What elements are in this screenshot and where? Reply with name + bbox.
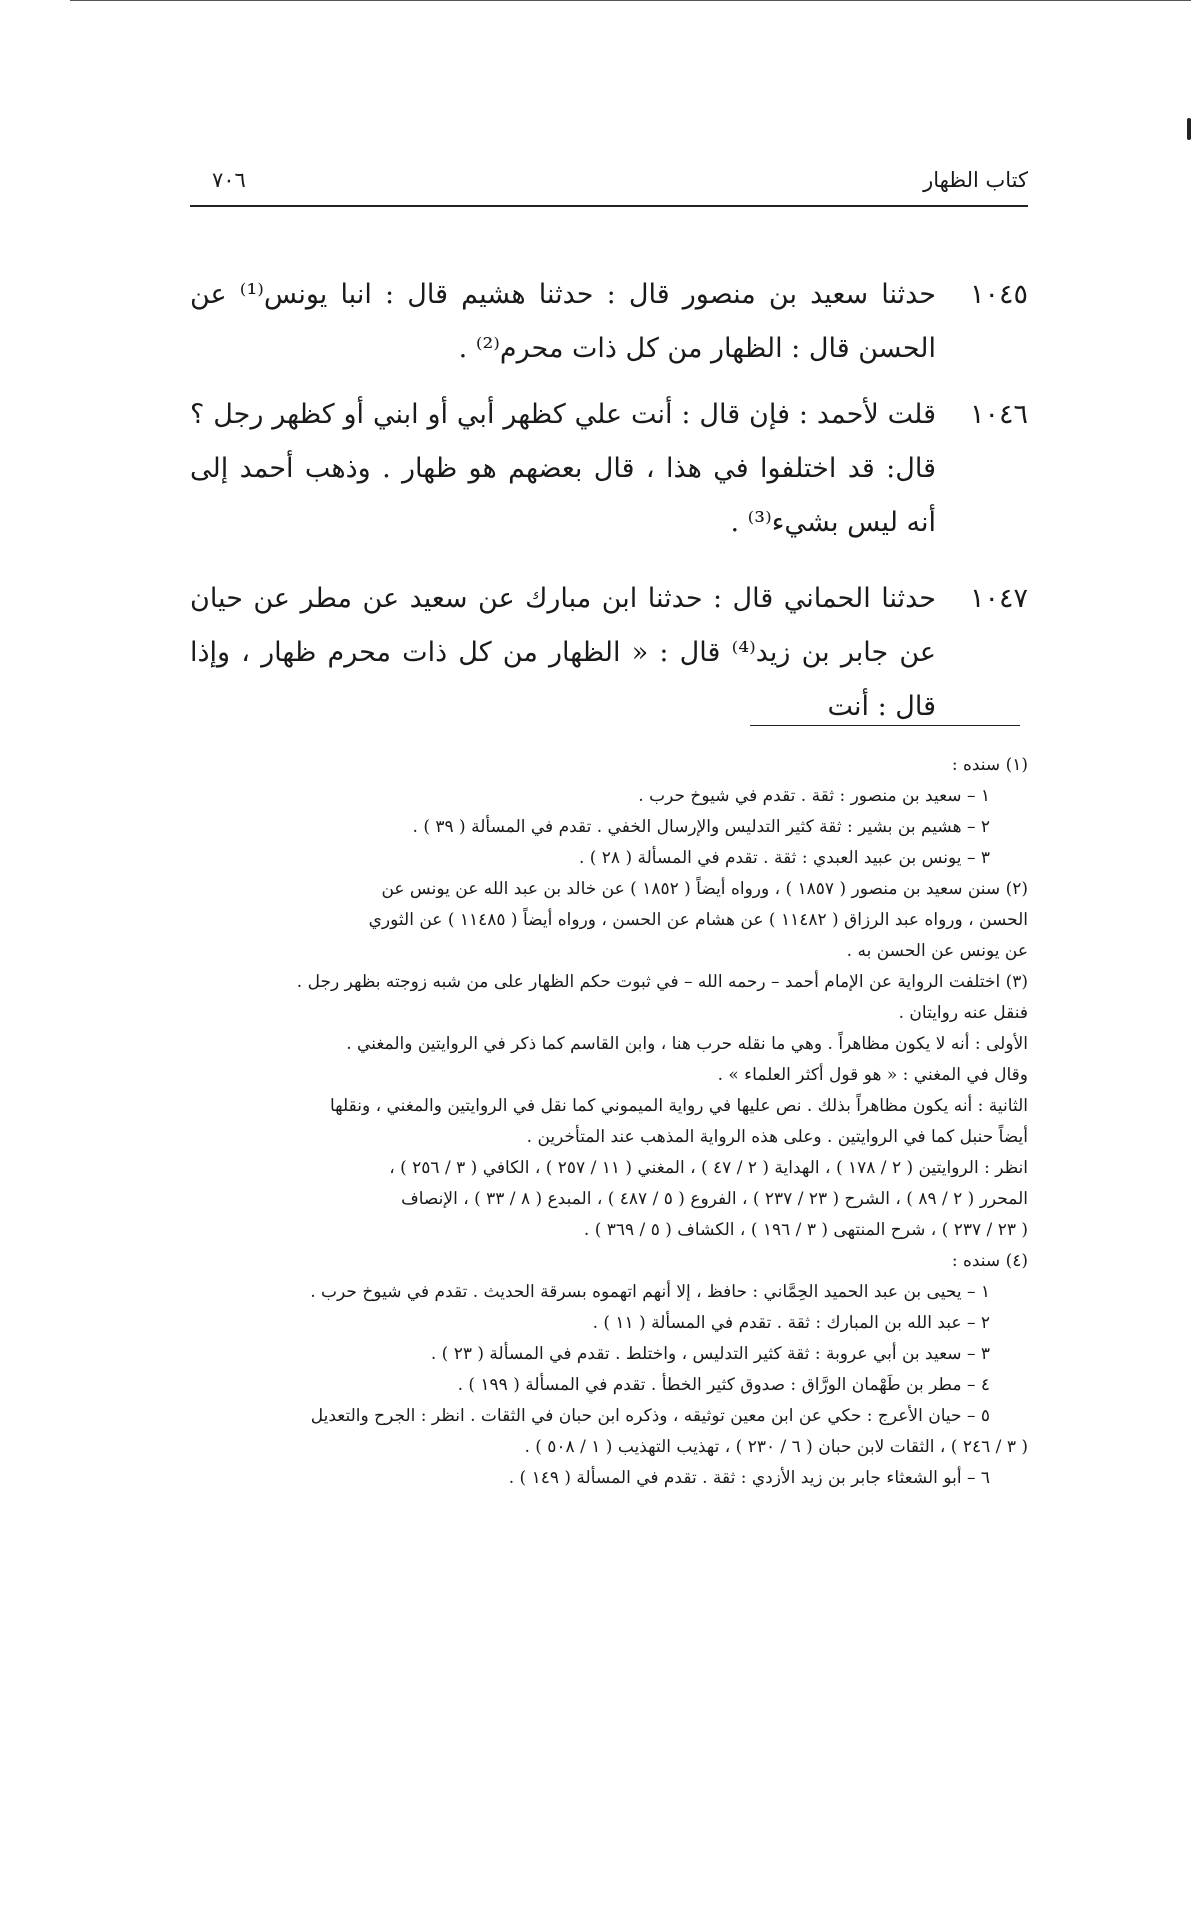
- page-number: ٧٠٦: [212, 168, 246, 192]
- footnote-4-line: ٦ – أبو الشعثاء جابر بن زيد الأزدي : ثقة . تقدم في المسألة ( ١٤٩ ) .: [508, 1468, 990, 1488]
- entry-1047: [190, 572, 1028, 734]
- footnote-3-line: ( ٢٣ / ٢٣٧ ) ، شرح المنتهى ( ٣ / ١٩٦ ) ، الكشاف ( ٥ / ٣٦٩ ) .: [583, 1220, 1028, 1240]
- footnote-4-line: ٣ – سعيد بن أبي عروبة : ثقة كثير التدليس ، واختلط . تقدم في المسألة ( ٢٣ ) .: [430, 1344, 990, 1364]
- footnote-1-line: ٢ – هشيم بن بشير : ثقة كثير التدليس والإرسال الخفي . تقدم في المسألة ( ٣٩ ) .: [412, 817, 990, 837]
- running-header: [190, 168, 1028, 208]
- entry-number: ١٠٤٧: [969, 583, 1028, 614]
- entry-1046: [190, 388, 1028, 550]
- book-title: كتاب الظهار: [923, 168, 1028, 192]
- footnote-3-line: الثانية : أنه يكون مظاهراً بذلك . نص عليها في رواية الميموني كما نقل في الروايتين والمغني ، ونقلها: [330, 1096, 1028, 1116]
- footnote-2-line: (٢) سنن سعيد بن منصور ( ١٨٥٧ ) ، ورواه أيضاً ( ١٨٥٢ ) عن خالد بن عبد الله عن يونس عن: [381, 879, 1028, 899]
- entry-text: حدثنا سعيد بن منصور قال : حدثنا هشيم قال : انبا يونس⁽¹⁾ عن الحسن قال : الظهار من كل ذات محرم⁽²⁾ .: [190, 279, 936, 364]
- entry-number: ١٠٤٦: [969, 399, 1028, 430]
- footnote-3-line: أيضاً حنبل كما في الروايتين . وعلى هذه الرواية المذهب عند المتأخرين .: [526, 1127, 1028, 1147]
- page-edge-mark: [1187, 118, 1191, 140]
- footnote-1-line: ١ – سعيد بن منصور : ثقة . تقدم في شيوخ حرب .: [638, 786, 990, 806]
- entry-number: ١٠٤٥: [969, 279, 1028, 310]
- top-edge-rule: [70, 0, 1191, 9]
- footnote-3-line: الأولى : أنه لا يكون مظاهراً . وهي ما نقله حرب هنا ، وابن القاسم كما ذكر في الروايتين والمغني .: [346, 1034, 1028, 1054]
- footnote-2-line: الحسن ، ورواه عبد الرزاق ( ١١٤٨٢ ) عن هشام عن الحسن ، ورواه أيضاً ( ١١٤٨٥ ) عن الثوري: [368, 910, 1028, 930]
- footnote-4-line: ( ٣ / ٢٤٦ ) ، الثقات لابن حبان ( ٦ / ٢٣٠ ) ، تهذيب التهذيب ( ١ / ٥٠٨ ) .: [524, 1437, 1028, 1457]
- footnote-2-line: عن يونس عن الحسن به .: [846, 941, 1028, 961]
- footnote-3-line: المحرر ( ٢ / ٨٩ ) ، الشرح ( ٢٣ / ٢٣٧ ) ، الفروع ( ٥ / ٤٨٧ ) ، المبدع ( ٨ / ٣٣ ) ، الإنصاف: [401, 1189, 1028, 1209]
- entry-text: حدثنا الحماني قال : حدثنا ابن مبارك عن سعيد عن مطر عن حيان عن جابر بن زيد⁽⁴⁾ قال : « الظهار من كل ذات محرم ظهار ، وإذا قال : أنت: [190, 583, 936, 722]
- footnotes: [190, 750, 1028, 1494]
- footnote-4-head: (٤) سنده :: [951, 1251, 1028, 1271]
- footnote-3-line: فنقل عنه روايتان .: [898, 1003, 1028, 1023]
- footnote-3-line: (٣) اختلفت الرواية عن الإمام أحمد – رحمه الله – في ثبوت حكم الظهار على من شبه زوجته بظهر رجل .: [296, 972, 1028, 992]
- footnote-4-line: ٥ – حيان الأعرج : حكي عن ابن معين توثيقه ، وذكره ابن حبان في الثقات . انظر : الجرح والتعديل: [310, 1406, 990, 1426]
- footnote-4-line: ٤ – مطر بن طَهْمان الورَّاق : صدوق كثير الخطأ . تقدم في المسألة ( ١٩٩ ) .: [457, 1375, 990, 1395]
- footnote-1-head: (١) سنده :: [951, 755, 1028, 775]
- footnote-4-line: ٢ – عبد الله بن المبارك : ثقة . تقدم في المسألة ( ١١ ) .: [592, 1313, 990, 1333]
- footnote-3-line: وقال في المغني : « هو قول أكثر العلماء » .: [717, 1065, 1028, 1085]
- footnote-1-line: ٣ – يونس بن عبيد العبدي : ثقة . تقدم في المسألة ( ٢٨ ) .: [578, 848, 990, 868]
- entry-text: قلت لأحمد : فإن قال : أنت علي كظهر أبي أو ابني أو كظهر رجل ؟ قال: قد اختلفوا في هذا ، قال بعضهم هو ظهار . وذهب أحمد إلى أنه ليس بشيء⁽³⁾ .: [190, 399, 936, 538]
- entry-1045: [190, 268, 1028, 376]
- footnote-3-line: انظر : الروايتين ( ٢ / ١٧٨ ) ، الهداية ( ٢ / ٤٧ ) ، المغني ( ١١ / ٢٥٧ ) ، الكافي ( ٣ / ٢٥٦ ) ،: [389, 1158, 1028, 1178]
- footnote-separator: [750, 725, 1020, 726]
- footnote-4-line: ١ – يحيى بن عبد الحميد الحِمَّاني : حافظ ، إلا أنهم اتهموه بسرقة الحديث . تقدم في شيوخ حرب .: [310, 1282, 990, 1302]
- header-rule: [190, 205, 1028, 207]
